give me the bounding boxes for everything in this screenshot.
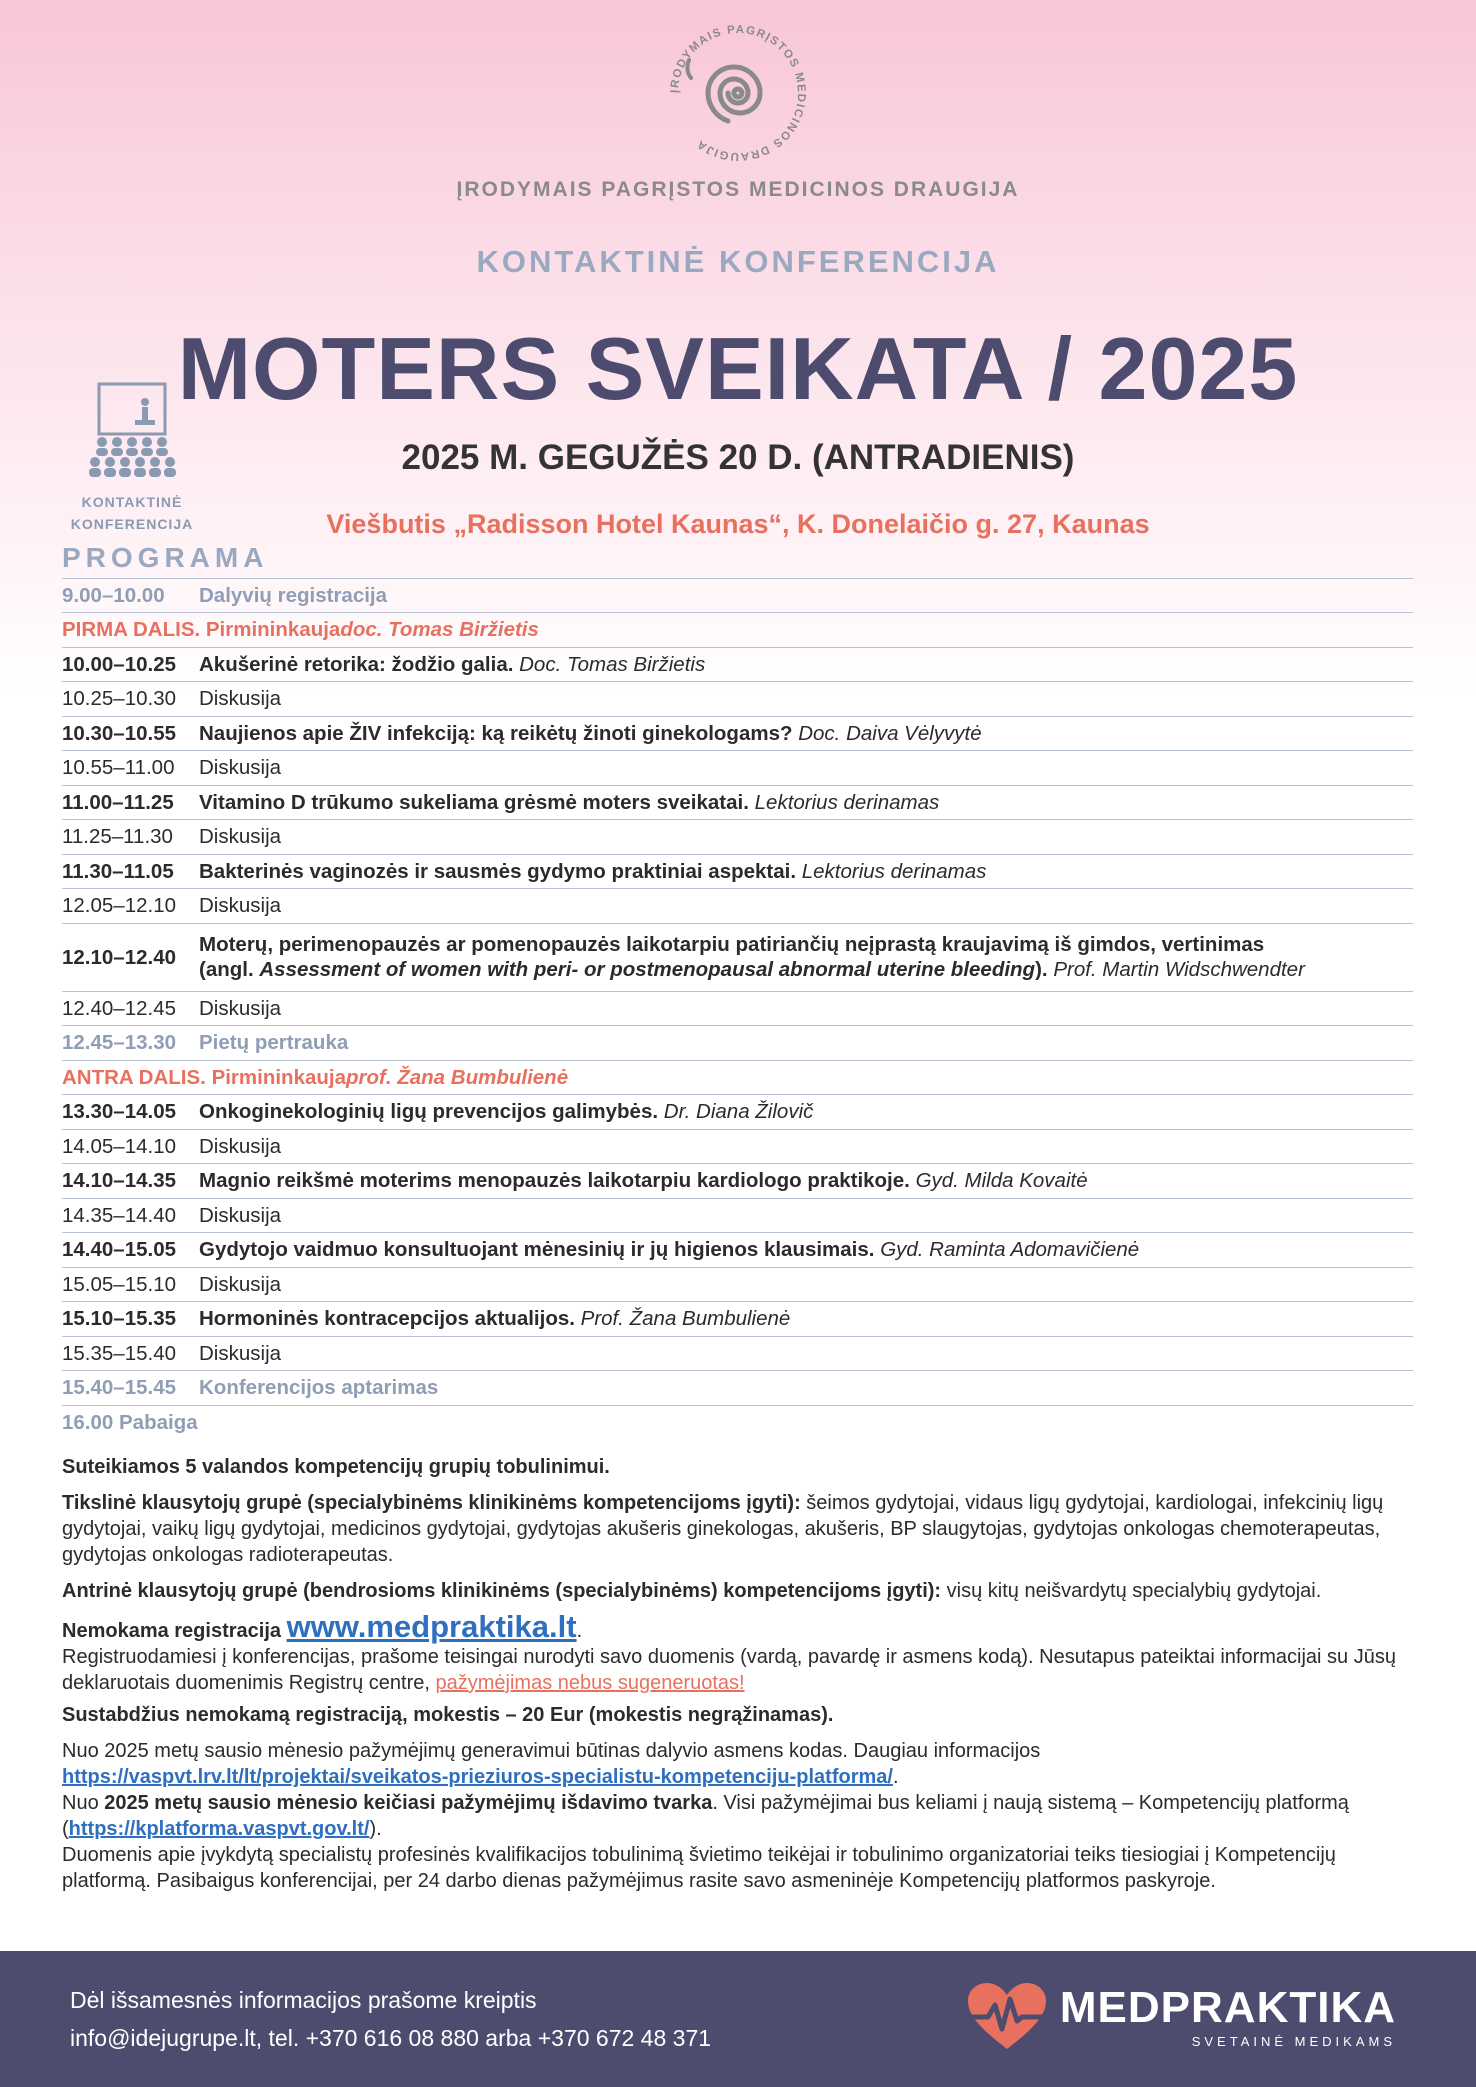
- conference-badge: [62, 380, 202, 533]
- schedule-row: [62, 820, 1413, 855]
- brand-tagline: SVETAINĖ MEDIKAMS: [1191, 2033, 1396, 2049]
- row-speaker: Gyd. Milda Kovaitė: [915, 1169, 1088, 1193]
- row-title: Diskusija: [199, 1203, 282, 1227]
- row-title: Hormoninės kontracepcijos aktualijos.: [199, 1307, 575, 1331]
- row-title: Diskusija: [199, 687, 282, 711]
- spiral-logo-icon: [663, 18, 813, 168]
- target-group-label: Tikslinė klausytojų grupė (specialybinėms klinikinėms kompetencijoms įgyti):: [62, 1492, 801, 1514]
- row-angl-suffix: ).: [1035, 958, 1048, 981]
- row-time: 15.40–15.45: [62, 1376, 177, 1400]
- platform-link[interactable]: https://kplatforma.vaspvt.gov.lt/: [68, 1818, 370, 1840]
- schedule-row: [62, 1233, 1413, 1268]
- conference-type: KONTAKTINĖ KONFERENCIJA: [476, 244, 1000, 279]
- platform-after: ).: [369, 1818, 382, 1840]
- section-label: ANTRA DALIS. Pirmininkauja: [62, 1065, 346, 1089]
- data-note: Duomenis apie įvykdytą specialistų profesinės kvalifikacijos tobulinimą švietimo teikėjai ir tobulinimo organizatoriai teiks tiesiogiai į Kompetencijų platformą. Pasibaigus konferencijai, per 24 darbo dienas pažymėjimus rasite savo asmeninėje Kompetencijų platformos paskyroje.: [62, 1844, 1336, 1892]
- change-prefix: Nuo: [62, 1792, 105, 1814]
- schedule-row: [62, 1026, 1413, 1061]
- row-time: 11.00–11.25: [62, 790, 174, 814]
- event-date: 2025 M. GEGUŽĖS 20 D. (ANTRADIENIS): [401, 438, 1075, 477]
- schedule-row: [62, 682, 1413, 717]
- row-time: 12.45–13.30: [62, 1031, 177, 1055]
- row-speaker: Prof. Žana Bumbulienė: [580, 1307, 791, 1331]
- schedule-row: [62, 1406, 1413, 1441]
- info-section: [62, 1454, 1417, 1894]
- row-angl-title: Assessment of women with peri- or postmenopausal abnormal uterine bleeding: [259, 958, 1036, 981]
- row-title: Diskusija: [199, 1341, 282, 1365]
- schedule-row: [62, 1095, 1413, 1130]
- section-chair: prof. Žana Bumbulienė: [346, 1065, 569, 1089]
- period: .: [576, 1620, 583, 1642]
- society-logo: [0, 18, 1476, 202]
- row-title: Naujienos apie ŽIV infekciją: ką reikėtų žinoti ginekologams?: [199, 721, 793, 745]
- row-title: Gydytojo vaidmuo konsultuojant mėnesinių ir jų higienos klausimais.: [199, 1238, 875, 1262]
- event-venue: Viešbutis „Radisson Hotel Kaunas“, K. Donelaičio g. 27, Kaunas: [326, 509, 1150, 539]
- schedule-row: [62, 855, 1413, 890]
- row-speaker: Dr. Diana Žilovič: [663, 1100, 814, 1124]
- svg-text:ĮRODYMAIS PAGRĮSTOS MEDICINOS: ĮRODYMAIS PAGRĮSTOS MEDICINOS DRAUGIJA: [668, 23, 808, 163]
- row-time: 13.30–14.05: [62, 1100, 177, 1124]
- row-time: 12.10–12.40: [62, 945, 177, 969]
- registration-link[interactable]: www.medpraktika.lt: [286, 1609, 577, 1644]
- audience-presentation-icon: [77, 380, 187, 484]
- row-title: Diskusija: [199, 756, 282, 780]
- schedule-row: [62, 1130, 1413, 1165]
- schedule-row: [62, 992, 1413, 1027]
- footer-contact-intro: Dėl išsamesnės informacijos prašome kreiptis: [70, 1987, 537, 2013]
- row-title: Pietų pertrauka: [199, 1031, 349, 1055]
- row-title: Vitamino D trūkumo sukeliama grėsmė moters sveikatai.: [199, 790, 749, 814]
- schedule-row: [62, 648, 1413, 683]
- row-title: Konferencijos aptarimas: [199, 1376, 439, 1400]
- row-time: 15.10–15.35: [62, 1307, 177, 1331]
- medpraktika-logo: [964, 1981, 1396, 2053]
- schedule-row: [62, 1268, 1413, 1303]
- row-time: 11.30–11.05: [62, 859, 174, 883]
- row-time: 14.10–14.35: [62, 1169, 177, 1193]
- certificate-note: Nuo 2025 metų sausio mėnesio pažymėjimų generavimui būtinas dalyvio asmens kodas. Daugiau informacijos: [62, 1740, 1041, 1762]
- section-header-part-2: [62, 1061, 1413, 1096]
- row-time: 12.40–12.45: [62, 996, 177, 1020]
- row-speaker: Lektorius derinamas: [754, 790, 940, 814]
- competency-note: Suteikiamos 5 valandos kompetencijų grupių tobulinimui.: [62, 1456, 610, 1478]
- row-title: Akušerinė retorika: žodžio galia.: [199, 652, 514, 676]
- row-speaker: Prof. Martin Widschwendter: [1053, 958, 1305, 981]
- target-group-text: šeimos gydytojai, vidaus ligų gydytojai, kardiologai, infekcinių ligų gydytojai, vaikų ligų gydytojai, medicinos gydytojai, gydytojas akušeris ginekologas, akušeris, BP slaugytojas, gydytojas onkologas chemoterapeutas, gydytojas onkologas radioterapeutas.: [62, 1492, 1384, 1566]
- row-title: Dalyvių registracija: [199, 584, 388, 607]
- row-time: 10.00–10.25: [62, 652, 177, 676]
- fee-note: Sustabdžius nemokamą registraciją, mokestis – 20 Eur (mokestis negrąžinamas).: [62, 1704, 834, 1726]
- row-time: 16.00 Pabaiga: [62, 1411, 198, 1435]
- schedule-row: [62, 1164, 1413, 1199]
- row-time: 10.25–10.30: [62, 687, 177, 711]
- row-title: Onkoginekologinių ligų prevencijos galimybės.: [199, 1100, 659, 1124]
- schedule-row: [62, 889, 1413, 924]
- section-header-part-1: [62, 613, 1413, 648]
- certificate-after: .: [892, 1766, 899, 1788]
- registration-note: Registruodamiesi į konferencijas, prašome teisingai nurodyti savo duomenis (vardą, pavardę ir asmens kodą). Nesutapus pateiktai informacijai su Jūsų deklaruotais duomenimis Registrų centre,: [62, 1646, 1396, 1694]
- row-title: Diskusija: [199, 894, 282, 918]
- row-title: Bakterinės vaginozės ir sausmės gydymo praktiniai aspektai.: [199, 859, 797, 883]
- schedule-row: [62, 751, 1413, 786]
- row-time: 15.35–15.40: [62, 1341, 177, 1365]
- row-time: 11.25–11.30: [62, 825, 173, 849]
- schedule-row: [62, 1302, 1413, 1337]
- page-title: MOTERS SVEIKATA / 2025: [177, 319, 1299, 418]
- row-speaker: Gyd. Raminta Adomavičienė: [880, 1238, 1140, 1262]
- schedule-row: [62, 1337, 1413, 1372]
- footer-contact-details: info@idejugrupe.lt, tel. +370 616 08 880 arba +370 672 48 371: [70, 2025, 712, 2051]
- row-time: 14.35–14.40: [62, 1203, 177, 1227]
- footer: [0, 1951, 1476, 2087]
- row-speaker: Doc. Daiva Vėlyvytė: [798, 721, 982, 745]
- schedule-row: [62, 578, 1413, 613]
- row-time: 9.00–10.00: [62, 584, 165, 607]
- row-title: Diskusija: [199, 996, 282, 1020]
- registration-warning: pažymėjimas nebus sugeneruotas!: [435, 1672, 745, 1694]
- row-time: 10.55–11.00: [62, 756, 175, 780]
- secondary-group-text: visų kitų neišvardytų specialybių gydytojai.: [941, 1580, 1322, 1602]
- row-angl-prefix: (angl.: [199, 958, 260, 981]
- row-time: 14.05–14.10: [62, 1134, 177, 1158]
- org-name: ĮRODYMAIS PAGRĮSTOS MEDICINOS DRAUGIJA: [456, 178, 1020, 201]
- brand-name: MEDPRAKTIKA: [1059, 1982, 1396, 2032]
- heart-pulse-icon: [964, 1981, 1050, 2053]
- program-heading: PROGRAMA: [62, 542, 269, 573]
- row-time: 15.05–15.10: [62, 1272, 177, 1296]
- conference-badge-label-2: KONFERENCIJA: [70, 516, 194, 532]
- schedule-row: [62, 717, 1413, 752]
- certificate-info-link[interactable]: https://vaspvt.lrv.lt/lt/projektai/sveikatos-prieziuros-specialistu-kompetenciju-platforma/: [62, 1766, 893, 1788]
- section-label: PIRMA DALIS. Pirmininkauja: [62, 618, 341, 642]
- row-time: 10.30–10.55: [62, 721, 177, 745]
- row-time: 14.40–15.05: [62, 1238, 177, 1262]
- row-time: 12.05–12.10: [62, 894, 177, 918]
- program-schedule: [62, 578, 1413, 1440]
- row-title: Diskusija: [199, 1134, 282, 1158]
- row-title: Magnio reikšmė moterims menopauzės laikotarpiu kardiologo praktikoje.: [199, 1169, 910, 1193]
- row-title: Moterų, perimenopauzės ar pomenopauzės laikotarpiu patiriančių neįprastą kraujavimą iš gimdos, vertinimas: [199, 933, 1265, 956]
- schedule-row: [62, 1371, 1413, 1406]
- section-chair: doc. Tomas Biržietis: [340, 618, 539, 642]
- schedule-row: [62, 786, 1413, 821]
- schedule-row: [62, 924, 1413, 992]
- row-title: Diskusija: [199, 825, 282, 849]
- row-speaker: Lektorius derinamas: [801, 859, 987, 883]
- conference-badge-label-1: KONTAKTINĖ: [81, 494, 183, 510]
- schedule-row: [62, 1199, 1413, 1234]
- free-registration-label: Nemokama registracija: [62, 1620, 287, 1642]
- change-text: . Visi pažymėjimai bus keliami į naują sistemą – Kompetencijų platformą (: [62, 1792, 1349, 1840]
- secondary-group-label: Antrinė klausytojų grupė (bendrosioms klinikinėms (specialybinėms) kompetencijoms įgyti):: [62, 1580, 942, 1602]
- row-speaker: Doc. Tomas Biržietis: [519, 652, 706, 676]
- change-bold: 2025 metų sausio mėnesio keičiasi pažymėjimų išdavimo tvarka: [104, 1792, 713, 1814]
- row-title: Diskusija: [199, 1272, 282, 1296]
